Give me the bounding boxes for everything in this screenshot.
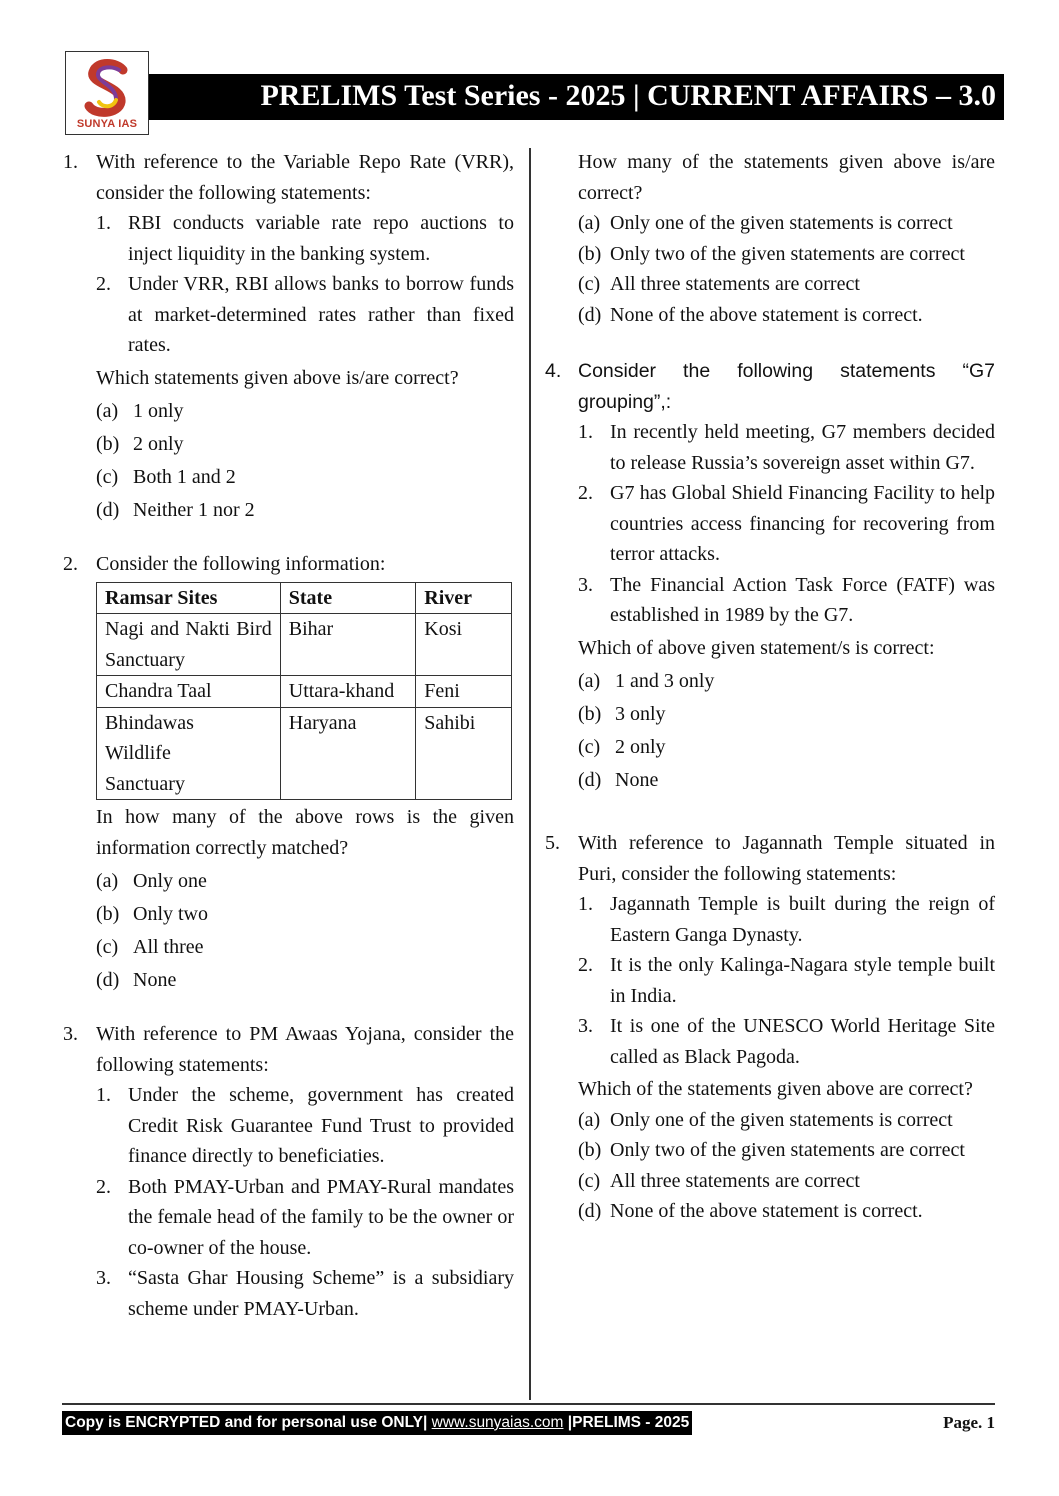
logo	[65, 51, 149, 135]
option: (c) 2 only	[578, 735, 666, 758]
statement: 1. Jagannath Temple is built during the reign of Eastern Ganga Dynasty.	[578, 893, 995, 946]
page-number: Page. 1	[943, 1413, 995, 1432]
footer-notice: Copy is ENCRYPTED and for personal use ONLY|	[65, 1414, 428, 1431]
question-number: 2.	[63, 553, 78, 575]
table-header: Ramsar Sites	[97, 582, 281, 614]
question-4	[545, 356, 995, 795]
table-cell: Bhindawas Wildlife Sanctuary	[97, 707, 281, 800]
left-column	[63, 147, 514, 1324]
page-title: PRELIMS Test Series - 2025 | CURRENT AFFAIRS – 3.0	[260, 79, 996, 112]
statement: 1. In recently held meeting, G7 members decided to release Russia’s sovereign asset within G7.	[578, 421, 995, 474]
table-cell: Uttara-khand	[280, 676, 416, 708]
option: (b) Only two	[96, 902, 208, 925]
table-cell: Feni	[416, 676, 512, 708]
option: (d) Neither 1 nor 2	[96, 498, 255, 521]
option: (d) None	[578, 768, 659, 791]
right-column	[545, 147, 995, 1227]
option: (a) Only one of the given statements is correct	[578, 212, 953, 234]
table-header-row	[97, 582, 512, 614]
question-2	[63, 549, 514, 995]
option: (b) 3 only	[578, 702, 666, 725]
table-cell: Chandra Taal	[97, 676, 281, 708]
title-bar	[149, 74, 1004, 120]
statement: 3. “Sasta Ghar Housing Scheme” is a subsidiary scheme under PMAY-Urban.	[96, 1267, 514, 1320]
question-text: Consider the following statements “G7 grouping”,:	[578, 360, 995, 413]
statement: 2. It is the only Kalinga-Nagara style temple built in India.	[578, 954, 995, 1007]
footer-exam-label: |PRELIMS - 2025	[567, 1414, 690, 1431]
question-text: With reference to Jagannath Temple situated in Puri, consider the following statements:	[578, 832, 995, 885]
option: (d) None	[96, 968, 177, 991]
question-prompt: In how many of the above rows is the given information correctly matched?	[96, 806, 514, 859]
option: (d) None of the above statement is correct.	[578, 303, 923, 326]
question-number: 4.	[545, 360, 562, 382]
table-row	[97, 707, 512, 800]
statement: 1. Under the scheme, government has created Credit Risk Guarantee Fund Trust to provided finance directly to beneficiaties.	[96, 1084, 514, 1167]
option: (b) Only two of the given statements are correct	[578, 242, 965, 265]
table-cell: Nagi and Nakti Bird Sanctuary	[97, 614, 281, 676]
question-prompt: Which statements given above is/are correct?	[96, 366, 459, 389]
question-number: 5.	[545, 832, 560, 854]
table-cell: Bihar	[280, 614, 416, 676]
statement: 2. Both PMAY-Urban and PMAY-Rural mandates the female head of the family to be the owner or co-owner of the house.	[96, 1175, 514, 1259]
option: (c) All three	[96, 935, 204, 958]
logo-text: SUNYA IAS	[76, 118, 138, 130]
option: (b) 2 only	[96, 432, 184, 455]
table-cell: Haryana	[280, 707, 416, 800]
option: (a) Only one	[96, 869, 207, 892]
question-1	[63, 147, 514, 525]
option: (a) 1 only	[96, 399, 184, 422]
website-link[interactable]: www.sunyaias.com	[431, 1414, 564, 1431]
column-divider	[529, 148, 531, 1400]
footer-divider	[62, 1403, 995, 1405]
table-header: State	[280, 582, 416, 614]
option: (a) 1 and 3 only	[578, 669, 715, 692]
table-cell: Sahibi	[416, 707, 512, 800]
table-cell: Kosi	[416, 614, 512, 676]
question-prompt: How many of the statements given above is/are correct?	[578, 151, 995, 204]
question-3-continued	[545, 147, 995, 330]
question-3	[63, 1019, 514, 1324]
option: (a) Only one of the given statements is correct	[578, 1108, 953, 1131]
statement: 1. RBI conducts variable rate repo auctions to inject liquidity in the banking system.	[96, 212, 514, 265]
question-prompt: Which of the statements given above are correct?	[578, 1078, 973, 1100]
table-row	[97, 614, 512, 676]
question-text: Consider the following information:	[96, 553, 386, 575]
statement: 2. Under VRR, RBI allows banks to borrow funds at market-determined rates rather than fixed rates.	[96, 273, 514, 356]
option: (c) Both 1 and 2	[96, 465, 236, 488]
ramsar-table	[96, 582, 512, 801]
question-number: 3.	[63, 1023, 78, 1045]
option: (d) None of the above statement is correct.	[578, 1200, 923, 1222]
option: (c) All three statements are correct	[578, 1169, 860, 1192]
footer-bar	[62, 1411, 692, 1435]
question-text: With reference to the Variable Repo Rate (VRR), consider the following statements:	[96, 151, 514, 204]
option: (b) Only two of the given statements are correct	[578, 1139, 965, 1161]
table-row	[97, 676, 512, 708]
question-prompt: Which of above given statement/s is correct:	[578, 636, 935, 659]
option: (c) All three statements are correct	[578, 273, 860, 295]
sunya-logo-icon	[83, 58, 131, 118]
statement: 3. The Financial Action Task Force (FATF) was established in 1989 by the G7.	[578, 573, 995, 626]
table-header: River	[416, 582, 512, 614]
question-text: With reference to PM Awaas Yojana, consider the following statements:	[96, 1023, 514, 1076]
question-5	[545, 828, 995, 1227]
statement: 2. G7 has Global Shield Financing Facility to help countries access financing for recovering from terror attacks.	[578, 482, 995, 565]
question-number: 1.	[63, 151, 78, 173]
statement: 3. It is one of the UNESCO World Heritage Site called as Black Pagoda.	[578, 1015, 995, 1068]
